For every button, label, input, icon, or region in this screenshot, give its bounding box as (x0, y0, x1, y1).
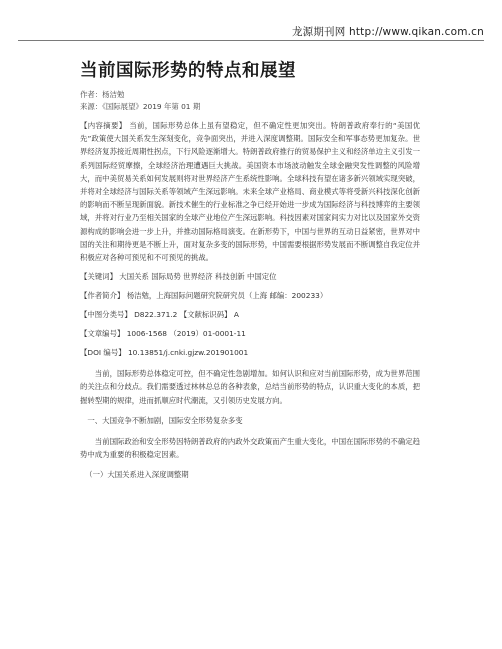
author-intro: 【作者简介】 杨洁勉，上海国际问题研究院研究员（上海 邮编：200233） (80, 291, 328, 301)
article-number: 【文章编号】 1006-1568 （2019）01-0001-11 (80, 329, 246, 339)
keywords: 【关键词】 大国关系 国际局势 世界经济 科技创新 中国定位 (80, 272, 277, 282)
subsection-heading-1-1: （一）大国关系进入深度调整期 (85, 470, 189, 480)
site-header: 龙源期刊网 http://www.qikan.com.cn (291, 26, 484, 38)
article-title: 当前国际形势的特点和展望 (80, 61, 296, 81)
source-line: 来源：《国际展望》2019 年第 01 期 (80, 101, 201, 111)
classification: 【中图分类号】 D822.371.2 【文献标识码】 A (80, 310, 239, 320)
header-divider (18, 40, 484, 41)
author-line: 作者：杨洁勉 (80, 90, 125, 99)
article-body (80, 60, 420, 481)
section-heading-1: 一、大国竞争不断加剧，国际安全形势复杂多变 (87, 415, 243, 425)
intro-paragraph: 当前，国际形势总体稳定可控，但不确定性急剧增加。如何认识和应对当前国际形势，成为世界范围的关注点和分歧点。我们需要透过林林总总的各种表象，总结当前形势的特点，认识重大变化的本质，把握转型期的规律，进而抓顺应时代潮流，又引领历史发展方向。 (80, 369, 420, 405)
section-1-paragraph: 当前国际政治和安全形势因特朗普政府的内政外交政策而产生重大变化，中国在国际形势的不确定趋势中成为重要的积极稳定因素。 (80, 436, 420, 460)
abstract: 【内容摘要】 当前，国际形势总体上虽有望稳定，但不确定性更加突出。特朗普政府奉行的“美国优先”政策使大国关系发生深刻变化，竞争面突出，并进入深度调整期。国际安全和军事态势更加复杂。世界经济复苏接近周期性拐点，下行风险逐渐增大。特朗普政府推行的贸易保护主义和经济单边主义引发一系列国际经贸摩擦，全球经济治理遭遇巨大挑战。美国资本市场波动触发全球金融突发性调整的风险增大，而中美贸易关系如何发展则将对世界经济产生系统性影响。全球科技有望在诸多新兴领域实现突破，并将对全球经济与国际关系等领域产生深远影响。未来全球产业格局、商业模式等将受新兴科技深化创新的影响而不断呈现新面貌。新技术催生的行业标准之争已经开始进一步成为国际经济与科技博弈的主要领域，并将对行业乃至相关国家的全球产业地位产生深远影响。科技因素对国家间实力对比以及国家外交资源构成的影响会进一步上升，并推动国际格局演变。在新形势下，中国与世界的互动日益紧密，世界对中国的关注和期待更是不断上升，面对复杂多变的国际形势，中国需要根据形势发展而不断调整自我定位并积极应对各种可预见和不可预见的挑战。 (80, 121, 420, 263)
doi: 【DOI 编号】 10.13851/j.cnki.gjzw.201901001 (80, 348, 249, 358)
